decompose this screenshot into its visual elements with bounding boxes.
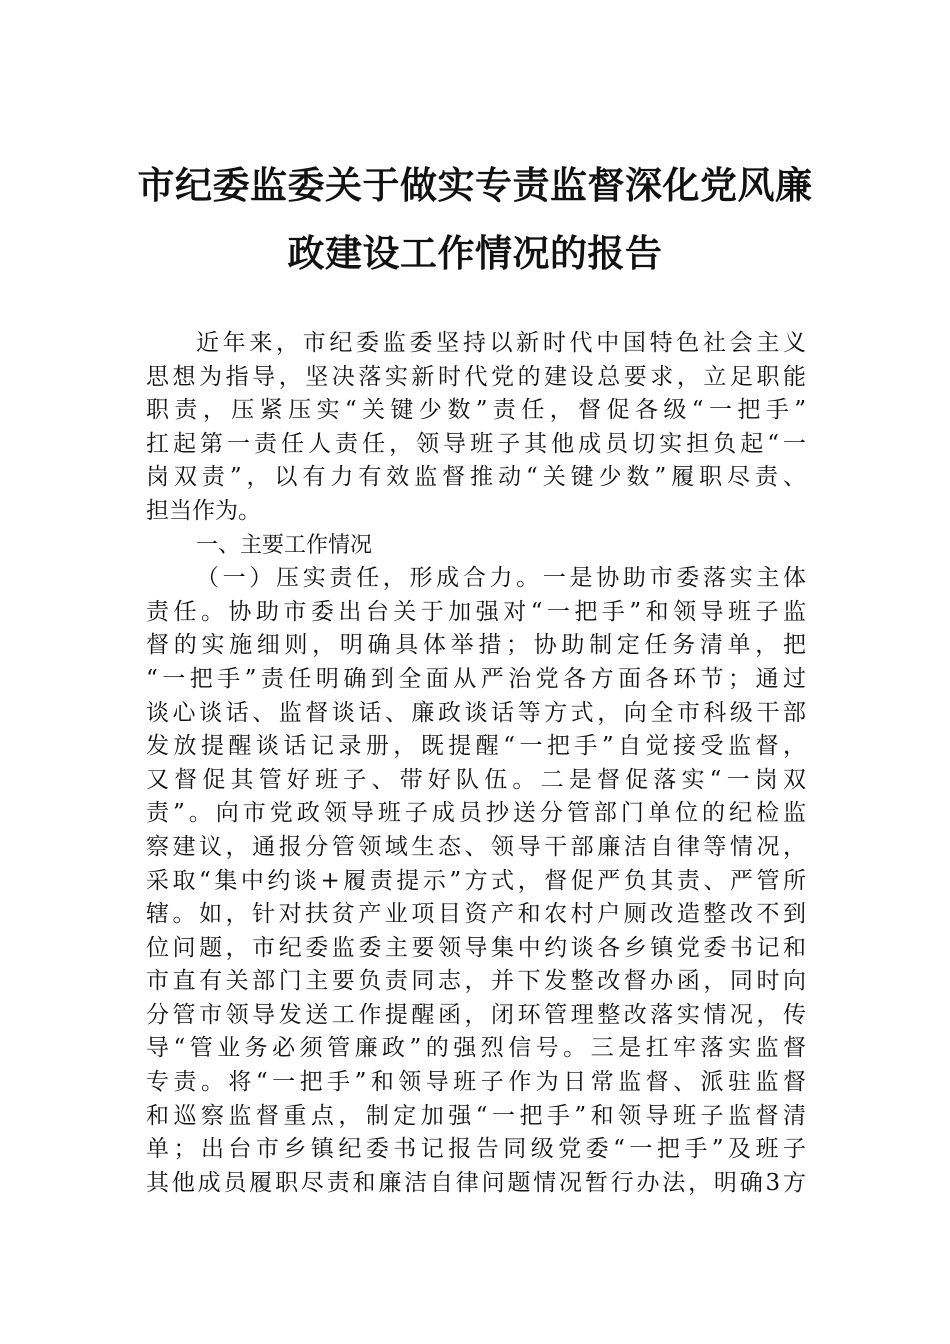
body-line: 谈心谈话、监督谈话、廉政谈话等方式，向全市科级干部	[146, 699, 806, 726]
body-line: 察建议，通报分管领域生态、领导干部廉洁自律等情况，	[146, 833, 806, 860]
body-line: 市直有关部门主要负责同志，并下发整改督办函，同时向	[146, 968, 806, 995]
body-line: 岗双责”，以有力有效监督推动“关键少数”履职尽责、	[146, 464, 806, 491]
document-title-line-1: 市纪委监委关于做实专责监督深化党风廉	[137, 163, 813, 207]
body-line: 其他成员履职尽责和廉洁自律问题情况暂行办法，明确3方	[146, 1169, 806, 1196]
body-line: 采取“集中约谈+履责提示”方式，督促严负其责、严管所	[146, 867, 806, 894]
body-line: 职责，压紧压实“关键少数”责任，督促各级“一把手”	[146, 397, 806, 424]
body-line: 思想为指导，坚决落实新时代党的建设总要求，立足职能	[146, 363, 806, 390]
body-line: 单；出台市乡镇纪委书记报告同级党委“一把手”及班子	[146, 1136, 806, 1163]
body-line: 专责。将“一把手”和领导班子作为日常监督、派驻监督	[146, 1069, 806, 1096]
body-line: 发放提醒谈话记录册，既提醒“一把手”自觉接受监督，	[146, 733, 806, 760]
body-line: 分管市领导发送工作提醒函，闭环管理整改落实情况，传	[146, 1001, 806, 1028]
body-line: 责”。向市党政领导班子成员抄送分管部门单位的纪检监	[146, 800, 806, 827]
section-heading: 一、主要工作情况	[196, 532, 373, 558]
body-line: 近年来，市纪委监委坚持以新时代中国特色社会主义	[196, 330, 806, 356]
body-line: 担当作为。	[146, 497, 261, 524]
body-line: 导“管业务必须管廉政”的强烈信号。三是扛牢落实监督	[146, 1035, 806, 1062]
body-line: 责任。协助市委出台关于加强对“一把手”和领导班子监	[146, 598, 806, 625]
body-line: 位问题，市纪委监委主要领导集中约谈各乡镇党委书记和	[146, 934, 806, 961]
body-line: “一把手”责任明确到全面从严治党各方面各环节；通过	[146, 665, 806, 692]
body-line: （一）压实责任，形成合力。一是协助市委落实主体	[196, 565, 806, 592]
document-title-line-2: 政建设工作情况的报告	[287, 231, 663, 275]
document-body	[146, 327, 806, 1200]
body-line: 又督促其管好班子、带好队伍。二是督促落实“一岗双	[146, 766, 806, 793]
body-line: 督的实施细则，明确具体举措；协助制定任务清单，把	[146, 632, 806, 659]
body-line: 和巡察监督重点，制定加强“一把手”和领导班子监督清	[146, 1102, 806, 1129]
body-line: 辖。如，针对扶贫产业项目资产和农村户厕改造整改不到	[146, 901, 806, 928]
body-line: 扛起第一责任人责任，领导班子其他成员切实担负起“一	[146, 430, 806, 457]
